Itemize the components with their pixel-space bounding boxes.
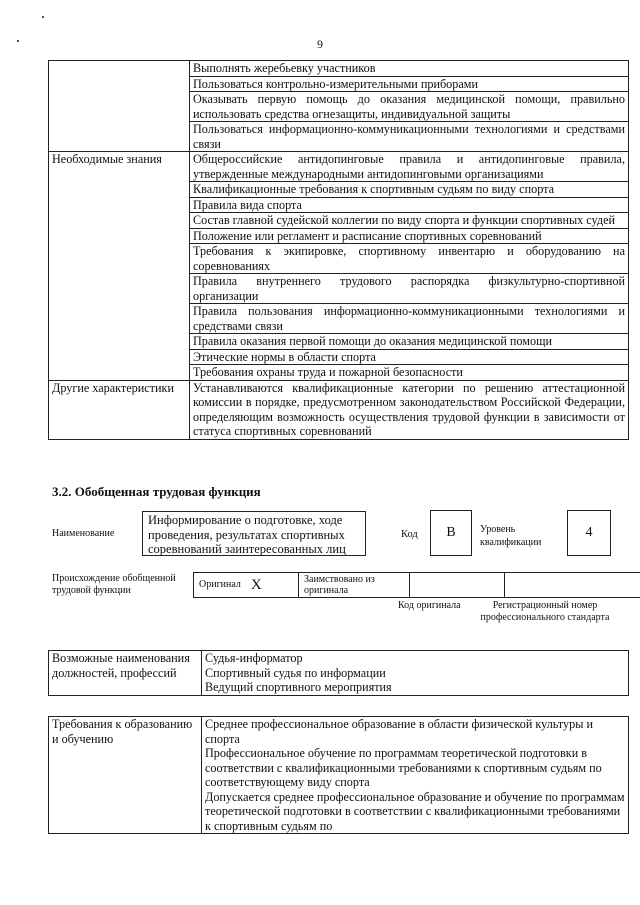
skill-row: Пользоваться контрольно-измерительными приборами <box>190 76 629 92</box>
position-item: Ведущий спортивного мероприятия <box>202 680 629 695</box>
knowledge-row: Состав главной судейской коллегии по виду спорта и функции спортивных судей <box>190 213 629 229</box>
position-item: Судья-информатор <box>202 651 629 666</box>
page-number: 9 <box>317 37 323 51</box>
other-characteristics-text: Устанавливаются квалификационные категории по решению аттестационной комиссии в порядке, предусмотренном законодательством Российской Федерации, определяющим возможность осуществления трудовой функции в зависимости от статуса спортивных соревнований <box>190 380 629 439</box>
position-item: Спортивный судья по информации <box>202 666 629 681</box>
qualification-level-label: Уровень квалификации <box>480 524 542 548</box>
reg-number-label: Регистрационный номер профессионального стандарта <box>480 600 610 623</box>
skill-row: Оказывать первую помощь до оказания медицинской помощи, правильно использовать средства огнезащиты, индивидуальной защиты <box>190 92 629 122</box>
origin-code-cell <box>410 573 505 598</box>
origin-borrowed-label: Заимствовано из оригинала <box>299 573 410 598</box>
function-name-label: Наименование <box>52 528 115 539</box>
knowledge-row: Правила пользования информационно-коммуникационными технологиями и средствами связи <box>190 304 629 334</box>
knowledge-row: Требования к экипировке, спортивному инвентарю и оборудованию на соревнованиях <box>190 244 629 274</box>
qualification-level-value: 4 <box>567 510 611 556</box>
origin-original-cell <box>194 573 299 598</box>
origin-original-mark: X <box>250 576 262 593</box>
function-name-value: Информирование о подготовке, ходе проведения, результатах спортивных соревнований заинтересованных лиц <box>142 511 366 556</box>
skill-row: Выполнять жеребьевку участников <box>190 61 629 77</box>
skills-knowledge-table <box>48 60 629 440</box>
skills-label-cell <box>49 61 190 152</box>
other-characteristics-label: Другие характеристики <box>49 380 190 439</box>
scan-speck <box>42 16 44 18</box>
code-original-label: Код оригинала <box>398 600 461 611</box>
education-table <box>48 716 629 834</box>
origin-reg-cell <box>505 573 640 598</box>
knowledge-row: Общероссийские антидопинговые правила и антидопинговые правила, утвержденные международными антидопинговыми организациями <box>190 152 629 182</box>
education-label: Требования к образованию и обучению <box>49 717 202 834</box>
knowledge-label: Необходимые знания <box>49 152 190 381</box>
origin-label: Происхождение обобщенной трудовой функции <box>52 573 176 596</box>
positions-table <box>48 650 629 696</box>
education-item: Среднее профессиональное образование в области физической культуры и спорта <box>202 717 629 747</box>
education-item: Допускается среднее профессиональное образование и обучение по программам теоретической подготовки в соответствии с квалификационными требованиями к спортивным судьям по <box>202 790 629 834</box>
knowledge-row: Требования охраны труда и пожарной безопасности <box>190 365 629 381</box>
section-heading: 3.2. Обобщенная трудовая функция <box>52 484 261 499</box>
education-item: Профессиональное обучение по программам теоретической подготовки в соответствии с квалификационными требованиями к спортивным судьям по соответствующему виду спорта <box>202 746 629 790</box>
function-code-value: B <box>430 510 472 556</box>
origin-table <box>193 572 640 598</box>
origin-original-label: Оригинал <box>199 579 241 591</box>
knowledge-row: Квалификационные требования к спортивным судьям по виду спорта <box>190 182 629 198</box>
knowledge-row: Правила внутреннего трудового распорядка физкультурно-спортивной организации <box>190 274 629 304</box>
skill-row: Пользоваться информационно-коммуникационными технологиями и средствами связи <box>190 122 629 152</box>
function-code-label: Код <box>401 529 418 540</box>
knowledge-row: Правила оказания первой помощи до оказания медицинской помощи <box>190 334 629 350</box>
knowledge-row: Правила вида спорта <box>190 197 629 213</box>
positions-label: Возможные наименования должностей, профессий <box>49 651 202 696</box>
knowledge-row: Этические нормы в области спорта <box>190 349 629 365</box>
knowledge-row: Положение или регламент и расписание спортивных соревнований <box>190 228 629 244</box>
